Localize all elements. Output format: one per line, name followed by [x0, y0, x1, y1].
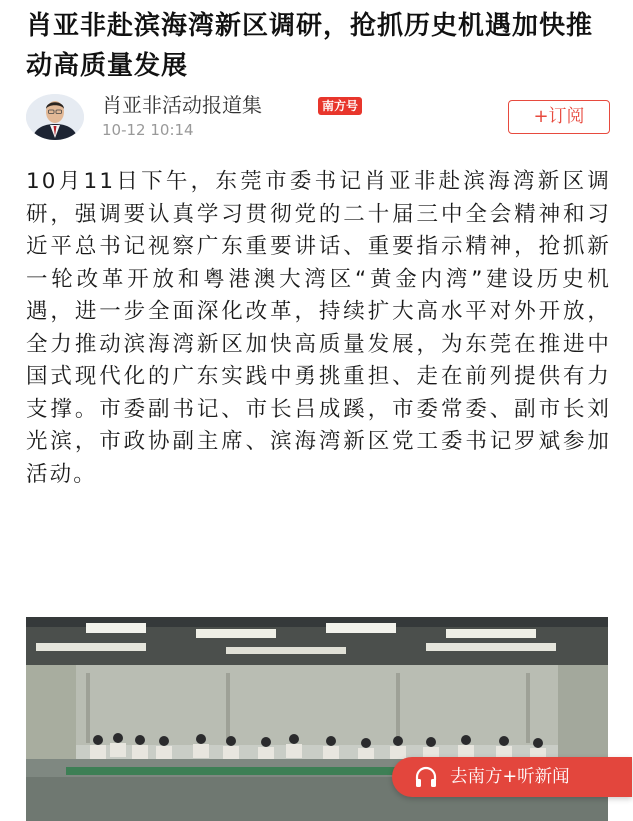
listen-news-button[interactable]	[392, 757, 632, 797]
listen-news-label: 去南方+听新闻	[450, 767, 570, 787]
article-body: 10月11日下午，东莞市委书记肖亚非赴滨海湾新区调研，强调要认真学习贯彻党的二十届三中全会精神和习近平总书记视察广东重要讲话、重要指示精神，抢抓新一轮改革开放和粤港澳大湾区“黄金内湾”建设历史机遇，进一步全面深化改革，持续扩大高水平对外开放，全力推动滨海湾新区加快高质量发展，为东莞在推进中国式现代化的广东实践中勇挑重担、走在前列提供有力支撑。市委副书记、市长吕成蹊，市委常委、副市长刘光滨，市政协副主席、滨海湾新区党工委书记罗斌参加活动。	[26, 169, 611, 487]
avatar[interactable]	[26, 94, 84, 140]
source-badge: 南方号	[318, 97, 362, 115]
subscribe-button[interactable]: +订阅	[508, 100, 610, 134]
publish-date: 10-12 10:14	[102, 121, 194, 139]
author-row	[26, 94, 616, 142]
avatar-image	[26, 94, 84, 140]
article-title: 肖亚非赴滨海湾新区调研，抢抓历史机遇加快推动高质量发展	[26, 11, 594, 81]
author-name[interactable]: 肖亚非活动报道集	[102, 93, 262, 117]
headphones-icon	[414, 766, 438, 788]
